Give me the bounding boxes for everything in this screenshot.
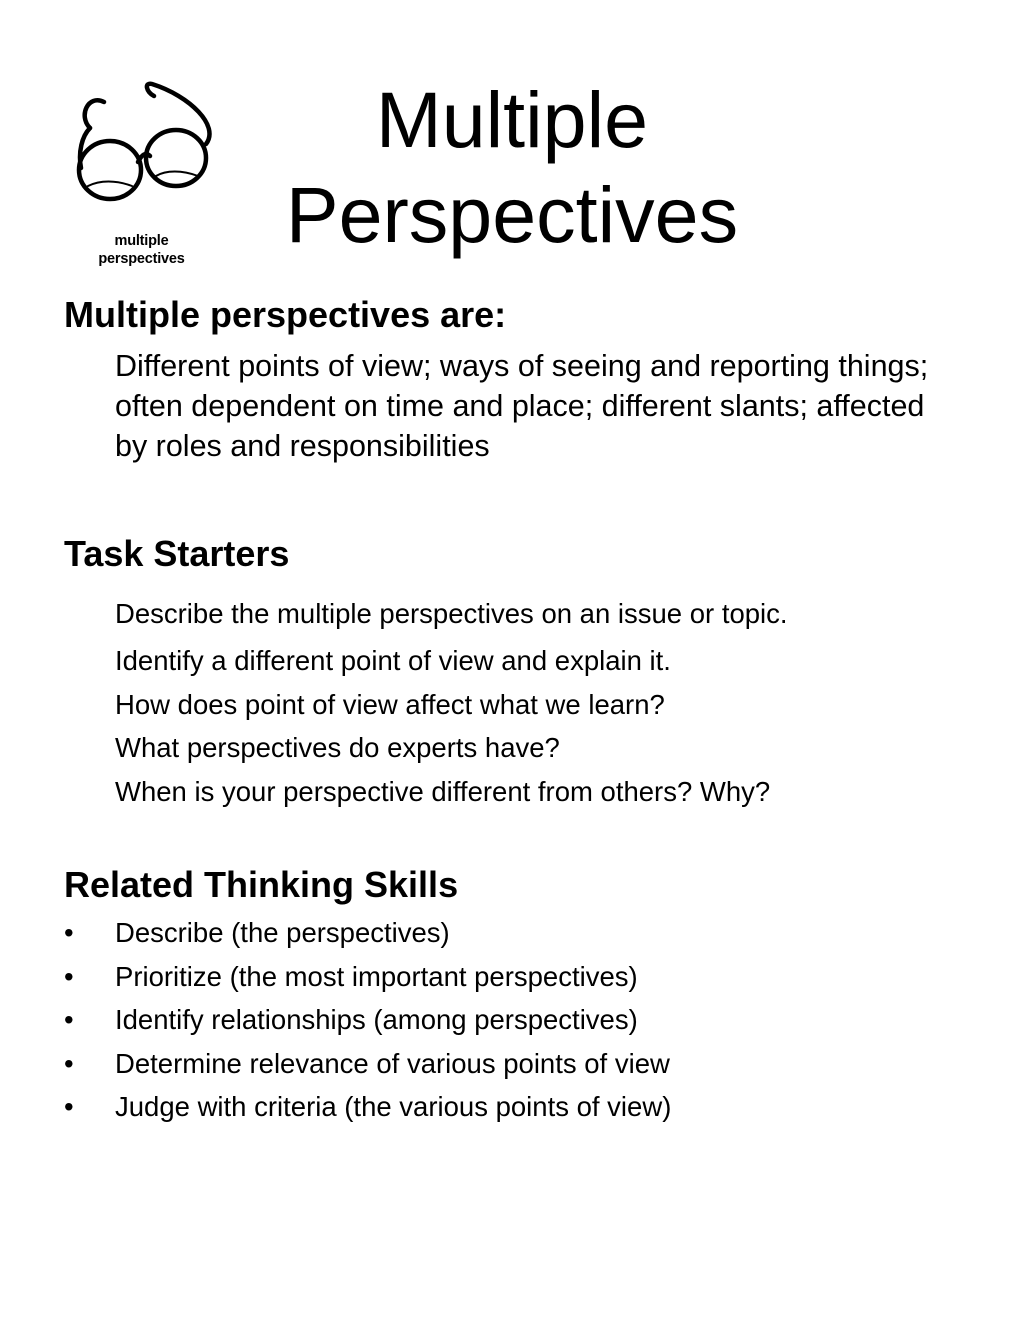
task-starter-item: Describe the multiple perspectives on an issue or topic. [115,598,788,629]
task-starter-item: What perspectives do experts have? [115,732,560,763]
logo-caption-line-1: multiple [114,233,169,249]
bullet-marker: • [64,1004,74,1035]
related-skill-text: Identify relationships (among perspectives) [115,1004,638,1035]
bullet-marker: • [64,960,74,992]
related-skill-text: Determine relevance of various points of view [115,1047,670,1079]
related-skill-text: Prioritize (the most important perspectives) [115,960,638,992]
task-starter-item: Identify a different point of view and explain it. [115,645,671,676]
page-title-line-2: Perspectives [285,170,739,259]
logo-caption [64,232,219,268]
related-skill-text: Describe (the perspectives) [115,917,450,948]
task-starter-item: When is your perspective different from others? Why? [115,775,771,807]
bullet-marker: • [64,1091,74,1122]
page-title-line-1: Multiple [375,75,649,164]
page-title [240,72,784,262]
task-starters-list [115,598,788,819]
task-starter-item: How does point of view affect what we learn? [115,688,665,720]
definition-text: Different points of view; ways of seeing and reporting things; often dependent on time and place; different slants; affected by roles and responsibilities [115,349,929,463]
definition-heading: Multiple perspectives are: [64,294,507,335]
related-skills-heading: Related Thinking Skills [64,864,459,905]
task-starters-heading: Task Starters [64,533,290,574]
bullet-marker: • [64,917,74,948]
eyeglasses-icon [70,76,218,216]
bullet-marker: • [64,1047,74,1079]
related-skill-text: Judge with criteria (the various points of view) [115,1091,672,1122]
multiple-perspectives-logo [64,76,224,276]
logo-caption-line-2: perspectives [98,251,185,267]
